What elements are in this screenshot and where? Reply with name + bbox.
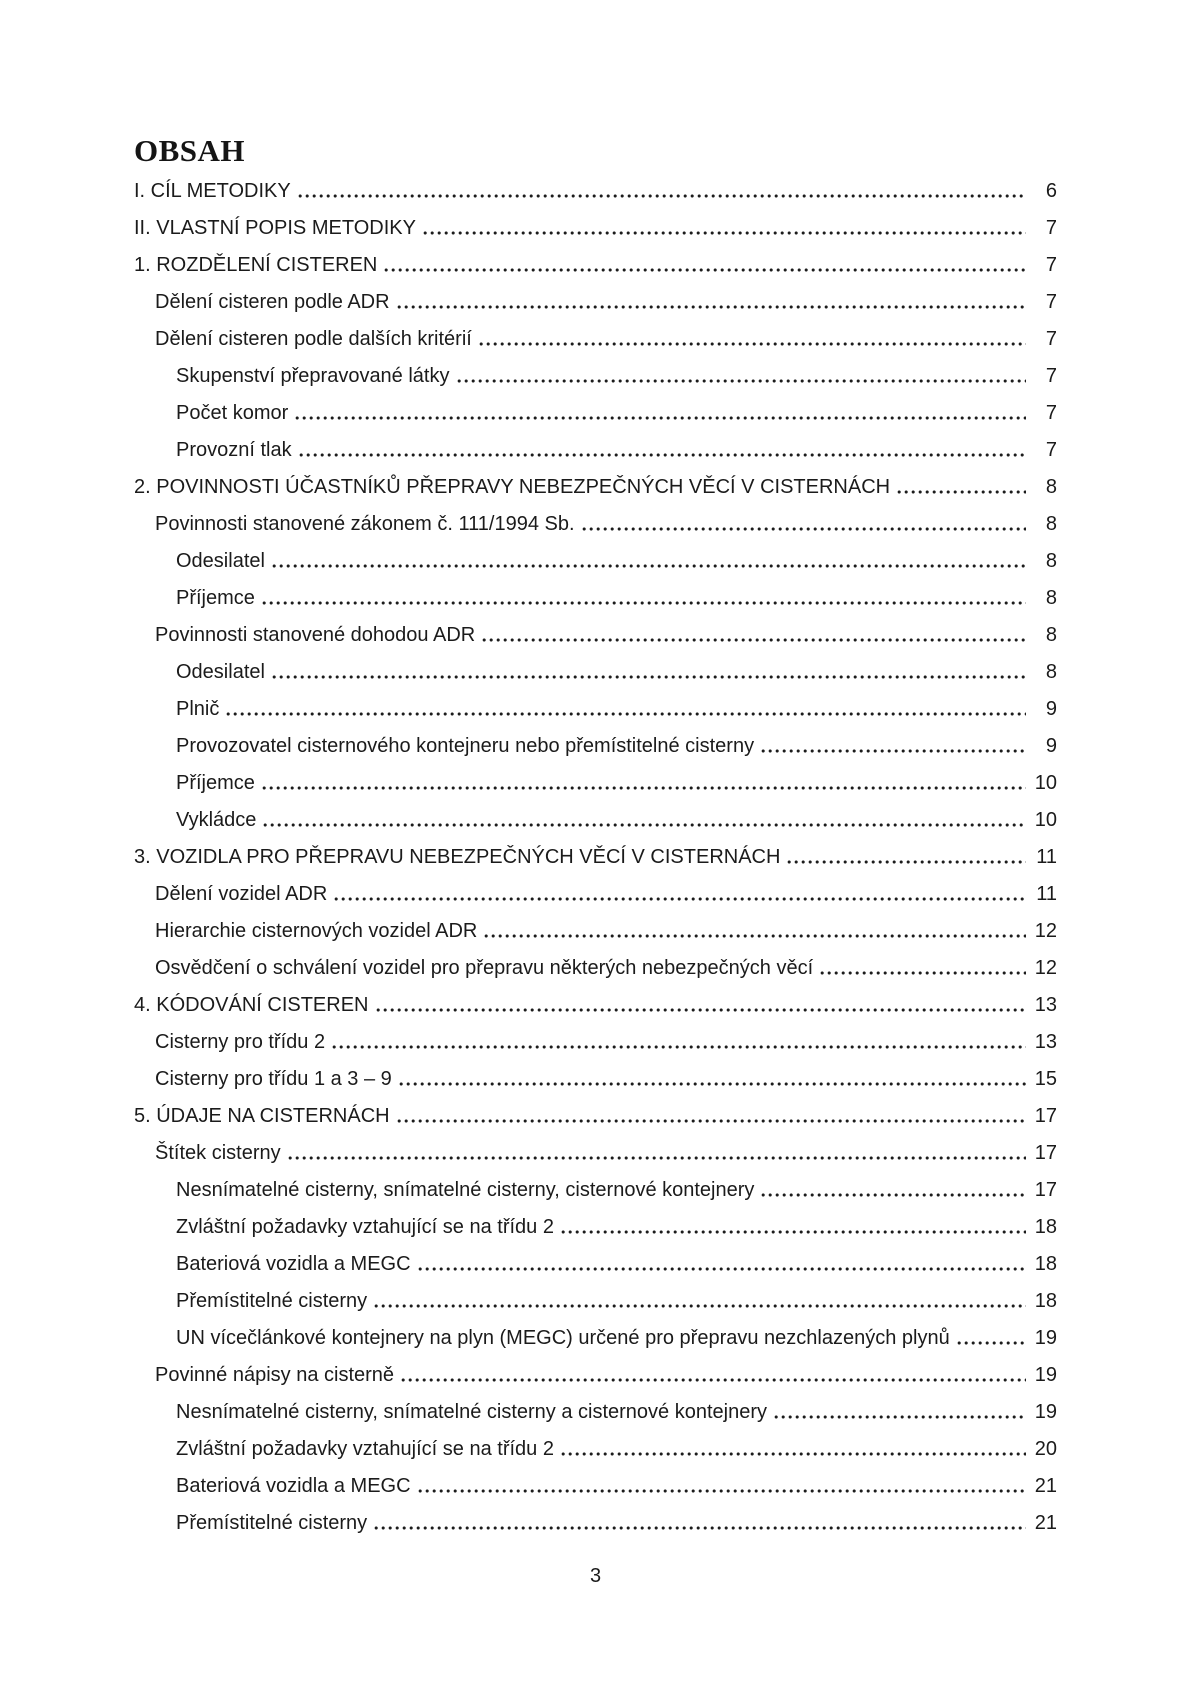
toc-entry-page: 7 [1045, 402, 1057, 424]
toc-entry-label: Cisterny pro třídu 2 [155, 1031, 326, 1053]
toc-entry-page: 17 [1034, 1142, 1057, 1164]
toc-entry-page: 17 [1034, 1105, 1057, 1127]
toc-entry [134, 1327, 1057, 1349]
toc-entry-label: Osvědčení o schválení vozidel pro přepravu některých nebezpečných věcí [155, 957, 814, 979]
toc-entry [134, 661, 1057, 683]
toc-entry-page: 20 [1034, 1438, 1057, 1460]
toc-entry [134, 809, 1057, 831]
toc-entry-label: Hierarchie cisternových vozidel ADR [155, 920, 478, 942]
toc-entry [134, 1105, 1057, 1127]
toc-entry [134, 957, 1057, 979]
toc-entry [134, 772, 1057, 794]
toc-entry-label: UN vícečlánkové kontejnery na plyn (MEGC) určené pro přepravu nezchlazených plynů [176, 1327, 950, 1349]
toc-entry [134, 365, 1057, 387]
toc-entry-page: 7 [1045, 291, 1057, 313]
toc-entry-page: 7 [1045, 365, 1057, 387]
toc-leader-dots [423, 230, 1026, 236]
toc-leader-dots [761, 748, 1026, 754]
toc-entry-label: Nesnímatelné cisterny, snímatelné cisterny, cisternové kontejnery [176, 1179, 755, 1201]
toc-entry-label: Odesilatel [176, 550, 265, 572]
toc-entry [134, 1290, 1057, 1312]
toc-entry-label: Povinnosti stanovené dohodou ADR [155, 624, 476, 646]
toc-leader-dots [262, 785, 1026, 791]
toc-leader-dots [479, 341, 1026, 347]
toc-entry-page: 8 [1045, 624, 1057, 646]
toc-leader-dots [399, 1081, 1026, 1087]
toc-leader-dots [374, 1303, 1026, 1309]
toc-entry-page: 7 [1045, 328, 1057, 350]
toc-entry [134, 1364, 1057, 1386]
toc-entry [134, 846, 1057, 868]
toc-entry [134, 291, 1057, 313]
toc-entry-label: Povinné nápisy na cisterně [155, 1364, 395, 1386]
toc-entry-label: Štítek cisterny [155, 1142, 281, 1164]
toc-entry [134, 1438, 1057, 1460]
toc-entry-page: 19 [1034, 1364, 1057, 1386]
toc-leader-dots [561, 1451, 1026, 1457]
toc-entry-page: 21 [1034, 1512, 1057, 1534]
toc-entry-label: Dělení vozidel ADR [155, 883, 328, 905]
toc-entry-label: Příjemce [176, 772, 255, 794]
toc-entry [134, 1216, 1057, 1238]
toc-leader-dots [272, 674, 1026, 680]
toc-entry-page: 8 [1045, 661, 1057, 683]
toc-entry-page: 15 [1034, 1068, 1057, 1090]
toc-entry-page: 13 [1034, 994, 1057, 1016]
toc-entry-page: 18 [1034, 1216, 1057, 1238]
toc-entry-label: 3. VOZIDLA PRO PŘEPRAVU NEBEZPEČNÝCH VĚCÍ V CISTERNÁCH [134, 846, 781, 868]
toc-leader-dots [820, 970, 1026, 976]
toc-entry-label: Nesnímatelné cisterny, snímatelné cisterny a cisternové kontejnery [176, 1401, 768, 1423]
toc-entry [134, 1475, 1057, 1497]
toc-entry-label: Počet komor [176, 402, 289, 424]
toc-leader-dots [787, 859, 1026, 865]
toc-entry-page: 7 [1045, 439, 1057, 461]
toc-entry-page: 13 [1034, 1031, 1057, 1053]
toc-entry [134, 735, 1057, 757]
toc-leader-dots [457, 378, 1027, 384]
footer-page-number: 3 [589, 1565, 602, 1587]
toc-entry [134, 994, 1057, 1016]
toc-leader-dots [397, 304, 1026, 310]
toc-entry-page: 12 [1034, 920, 1057, 942]
toc-entry [134, 1401, 1057, 1423]
toc-entry-label: II. VLASTNÍ POPIS METODIKY [134, 217, 416, 239]
toc-entry [134, 1031, 1057, 1053]
toc-entry-page: 19 [1034, 1327, 1057, 1349]
toc-leader-dots [761, 1192, 1026, 1198]
toc-entry-label: I. CÍL METODIKY [134, 180, 291, 202]
toc-entry-label: Příjemce [176, 587, 255, 609]
toc-entry-page: 8 [1045, 513, 1057, 535]
toc-entry-page: 11 [1036, 883, 1057, 905]
toc-leader-dots [897, 489, 1026, 495]
toc-entry [134, 883, 1057, 905]
toc-entry-label: Přemístitelné cisterny [176, 1290, 368, 1312]
toc-leader-dots [334, 896, 1026, 902]
toc-entry [134, 1179, 1057, 1201]
toc-leader-dots [957, 1340, 1026, 1346]
toc-entry-label: Dělení cisteren podle dalších kritérií [155, 328, 472, 350]
toc-entry-page: 9 [1045, 735, 1057, 757]
toc-entry [134, 180, 1057, 202]
toc-entry [134, 1068, 1057, 1090]
toc-leader-dots [376, 1007, 1027, 1013]
toc-entry [134, 402, 1057, 424]
toc-entry-page: 19 [1034, 1401, 1057, 1423]
toc-leader-dots [384, 267, 1026, 273]
toc-entry-label: Odesilatel [176, 661, 265, 683]
toc-leader-dots [482, 637, 1026, 643]
toc-leader-dots [774, 1414, 1026, 1420]
toc-entry [134, 550, 1057, 572]
toc-leader-dots [288, 1155, 1026, 1161]
toc-entry [134, 254, 1057, 276]
toc-entry [134, 328, 1057, 350]
toc-leader-dots [582, 526, 1026, 532]
toc-leader-dots [418, 1488, 1026, 1494]
toc-entry-label: Zvláštní požadavky vztahující se na třídu 2 [176, 1438, 554, 1460]
toc-entry-label: Dělení cisteren podle ADR [155, 291, 390, 313]
toc-leader-dots [263, 822, 1026, 828]
toc-entry-page: 12 [1034, 957, 1057, 979]
toc-entry [134, 476, 1057, 498]
toc-entry [134, 1512, 1057, 1534]
toc-leader-dots [332, 1044, 1026, 1050]
toc-entry-page: 18 [1034, 1253, 1057, 1275]
toc-leader-dots [397, 1118, 1026, 1124]
toc-leader-dots [226, 711, 1026, 717]
toc-entry-label: Vykládce [176, 809, 257, 831]
toc-leader-dots [262, 600, 1026, 606]
toc-entry-label: Bateriová vozidla a MEGC [176, 1253, 411, 1275]
toc-leader-dots [295, 415, 1026, 421]
toc-leader-dots [374, 1525, 1026, 1531]
toc-entry [134, 624, 1057, 646]
toc-entry [134, 217, 1057, 239]
toc-entry-label: Přemístitelné cisterny [176, 1512, 368, 1534]
page-title: OBSAH [134, 133, 246, 168]
toc-entry-page: 10 [1034, 809, 1057, 831]
toc-entry-page: 8 [1045, 587, 1057, 609]
toc-entry-page: 18 [1034, 1290, 1057, 1312]
toc-entry-label: Povinnosti stanovené zákonem č. 111/1994 Sb. [155, 513, 575, 535]
toc-entry-page: 11 [1036, 846, 1057, 868]
toc-entry-label: Provozovatel cisternového kontejneru nebo přemístitelné cisterny [176, 735, 755, 757]
toc-entry [134, 587, 1057, 609]
toc-entry-page: 8 [1045, 476, 1057, 498]
toc-entry-label: 5. ÚDAJE NA CISTERNÁCH [134, 1105, 390, 1127]
toc-entry-label: 2. POVINNOSTI ÚČASTNÍKŮ PŘEPRAVY NEBEZPEČNÝCH VĚCÍ V CISTERNÁCH [134, 476, 891, 498]
toc-entry-page: 6 [1045, 180, 1057, 202]
toc-entry-label: Plnič [176, 698, 220, 720]
toc-entry-label: 1. ROZDĚLENÍ CISTEREN [134, 254, 378, 276]
toc-entry [134, 1142, 1057, 1164]
toc-entry-page: 7 [1045, 254, 1057, 276]
toc-entry [134, 439, 1057, 461]
toc-leader-dots [561, 1229, 1026, 1235]
toc-entry-page: 7 [1045, 217, 1057, 239]
toc-entry-label: Cisterny pro třídu 1 a 3 – 9 [155, 1068, 392, 1090]
toc-leader-dots [272, 563, 1026, 569]
toc-entry [134, 513, 1057, 535]
toc-entry-label: Bateriová vozidla a MEGC [176, 1475, 411, 1497]
toc-leader-dots [401, 1377, 1026, 1383]
toc-list [134, 180, 1057, 1534]
toc-entry-label: Provozní tlak [176, 439, 292, 461]
toc-entry [134, 1253, 1057, 1275]
toc-entry-label: Skupenství přepravované látky [176, 365, 450, 387]
toc-entry-label: 4. KÓDOVÁNÍ CISTEREN [134, 994, 369, 1016]
toc-entry-page: 9 [1045, 698, 1057, 720]
toc-entry-page: 8 [1045, 550, 1057, 572]
toc-entry [134, 920, 1057, 942]
toc-leader-dots [298, 193, 1026, 199]
toc-leader-dots [299, 452, 1026, 458]
toc-entry-label: Zvláštní požadavky vztahující se na třídu 2 [176, 1216, 554, 1238]
toc-leader-dots [418, 1266, 1026, 1272]
toc-entry-page: 10 [1034, 772, 1057, 794]
toc-entry-page: 17 [1034, 1179, 1057, 1201]
toc-leader-dots [484, 933, 1026, 939]
toc-entry-page: 21 [1034, 1475, 1057, 1497]
toc-entry [134, 698, 1057, 720]
